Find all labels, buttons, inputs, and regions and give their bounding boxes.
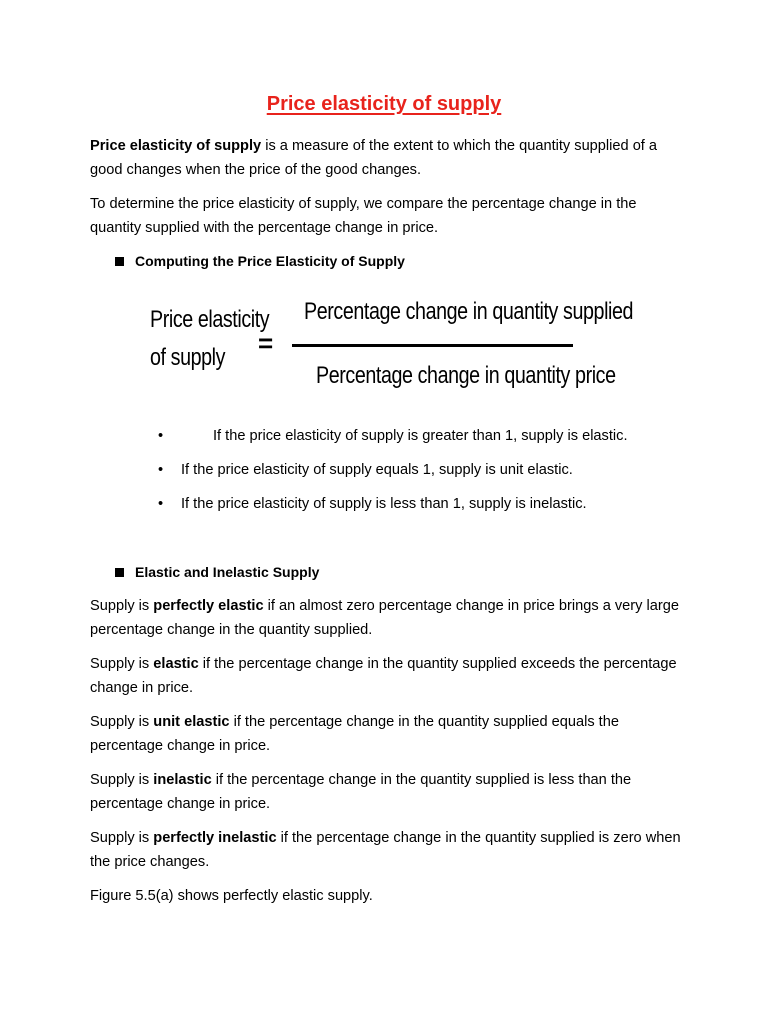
square-bullet-icon xyxy=(115,568,124,577)
list-item xyxy=(158,458,573,482)
definition-paragraph xyxy=(90,652,690,700)
section-heading-elastic-text: Elastic and Inelastic Supply xyxy=(135,564,320,580)
definition-prefix: Supply is xyxy=(90,772,154,788)
definition-paragraph xyxy=(90,710,690,758)
closing-paragraph: Figure 5.5(a) shows perfectly elastic supply. xyxy=(90,888,373,904)
section-heading-elastic xyxy=(115,564,319,580)
definition-text: if the percentage change in the quantity supplied is zero when the price changes. xyxy=(90,830,681,870)
intro-paragraph-2: To determine the price elasticity of supply, we compare the percentage change in the quantity supplied with the percentage change in price. xyxy=(90,196,637,236)
section-heading-computing xyxy=(115,253,405,269)
bullet-dot: • xyxy=(158,462,164,478)
definition-term: unit elastic xyxy=(153,714,230,730)
formula-denominator: Percentage change in quantity price xyxy=(316,362,616,389)
definition-text: if the percentage change in the quantity supplied equals the percentage change in price. xyxy=(90,714,619,754)
list-item-text: If the price elasticity of supply equals 1, supply is unit elastic. xyxy=(181,462,573,478)
definition-term: perfectly elastic xyxy=(153,598,264,614)
definition-text: if the percentage change in the quantity supplied exceeds the percentage change in price. xyxy=(90,656,677,696)
formula-equals: = xyxy=(258,328,274,358)
intro-paragraph-1-text: is a measure of the extent to which the quantity supplied of a good changes when the price of the good changes. xyxy=(90,138,658,178)
definition-text: if the percentage change in the quantity supplied is less than the percentage change in price. xyxy=(90,772,632,812)
bullet-dot: • xyxy=(158,496,164,512)
definition-term: elastic xyxy=(153,656,199,672)
definition-paragraph xyxy=(90,594,690,642)
list-item-text: If the price elasticity of supply is less than 1, supply is inelastic. xyxy=(181,496,587,512)
square-bullet-icon xyxy=(115,257,124,266)
fraction-line xyxy=(292,344,573,347)
definition-paragraph xyxy=(90,826,690,874)
list-item xyxy=(158,492,587,516)
definition-term: inelastic xyxy=(153,772,212,788)
definition-prefix: Supply is xyxy=(90,598,154,614)
definition-paragraph xyxy=(90,768,690,816)
definition-term: perfectly inelastic xyxy=(153,830,277,846)
formula-lhs-line1: Price elasticity xyxy=(150,306,270,333)
page-title: Price elasticity of supply xyxy=(266,93,502,115)
definition-prefix: Supply is xyxy=(90,830,154,846)
list-item-text: If the price elasticity of supply is greater than 1, supply is elastic. xyxy=(213,428,628,444)
formula-numerator: Percentage change in quantity supplied xyxy=(304,298,634,325)
term-price-elasticity: Price elasticity of supply xyxy=(90,138,262,154)
section-heading-computing-text: Computing the Price Elasticity of Supply xyxy=(135,253,405,269)
definition-prefix: Supply is xyxy=(90,656,154,672)
intro-paragraph-1 xyxy=(90,134,690,182)
bullet-dot: • xyxy=(158,428,164,444)
list-item xyxy=(158,424,628,448)
formula-lhs-line2: of supply xyxy=(150,344,226,371)
definition-text: if an almost zero percentage change in price brings a very large percentage change in the quantity supplied. xyxy=(90,598,679,638)
definition-prefix: Supply is xyxy=(90,714,154,730)
